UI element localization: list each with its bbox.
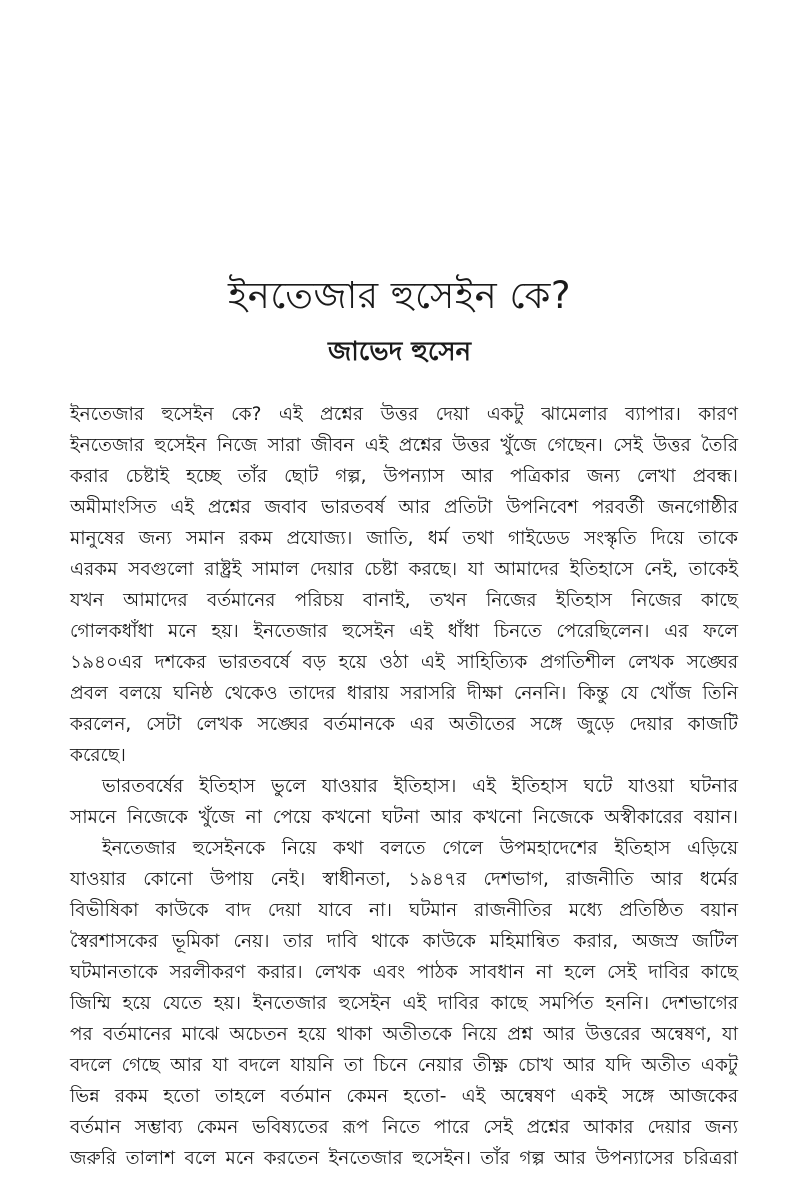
text-line: গোলকধাঁধা মনে হয়। ইনতেজার হুসেইন এই ধাঁধা চিনতে পেরেছিলেন। এর ফলে — [70, 621, 738, 642]
paragraph-2 — [70, 771, 738, 833]
text-line: এরকম সবগুলো রাষ্ট্রই সামাল দেয়ার চেষ্টা করছে। যা আমাদের ইতিহাসে নেই, তাকেই — [70, 559, 738, 580]
paragraph-1 — [70, 399, 738, 771]
text-line: বর্তমান সম্ভাব্য কেমন ভবিষ্যতের রূপ নিতে পারে সেই প্রশ্নের আকার দেয়ার জন্য — [70, 1117, 738, 1138]
text-line: করেছে। — [70, 745, 126, 766]
text-line: ইনতেজার হুসেইন কে? এই প্রশ্নের উত্তর দেয়া একটু ঝামেলার ব্যাপার। কারণ — [70, 404, 738, 425]
text-line: পর বর্তমানের মাঝে অচেতন হয়ে থাকা অতীতকে নিয়ে প্রশ্ন আর উত্তরের অন্বেষণ, যা — [70, 1024, 738, 1045]
text-line: ভিন্ন রকম হতো তাহলে বর্তমান কেমন হতো- এই অন্বেষণ একই সঙ্গে আজকের — [70, 1086, 738, 1107]
text-line: অমীমাংসিত এই প্রশ্নের জবাব ভারতবর্ষ আর প্রতিটা উপনিবেশ পরবর্তী জনগোষ্ঠীর — [70, 497, 738, 518]
text-line: মানুষের জন্য সমান রকম প্রযোজ্য। জাতি, ধর্ম তথা গাইডেড সংস্কৃতি দিয়ে তাকে — [70, 528, 738, 549]
text-line: ঘটমানতাকে সরলীকরণ করার। লেখক এবং পাঠক সাবধান না হলে সেই দাবির কাছে — [70, 962, 738, 983]
text-line: ইনতেজার হুসেইন নিজে সারা জীবন এই প্রশ্নের উত্তর খুঁজে গেছেন। সেই উত্তর তৈরি — [70, 435, 738, 456]
text-line: করার চেষ্টাই হচ্ছে তাঁর ছোট গল্প, উপন্যাস আর পত্রিকার জন্য লেখা প্রবন্ধ। — [70, 466, 738, 487]
article-title: ইনতেজার হুসেইন কে? — [228, 274, 571, 317]
text-line: সামনে নিজেকে খুঁজে না পেয়ে কখনো ঘটনা আর কখনো নিজেকে অস্বীকারের বয়ান। — [70, 807, 738, 828]
text-line: ইনতেজার হুসেইনকে নিয়ে কথা বলতে গেলে উপমহাদেশের ইতিহাস এড়িয়ে — [102, 838, 738, 859]
paragraph-3 — [70, 833, 738, 1174]
text-line: করলেন, সেটা লেখক সঙ্ঘের বর্তমানকে এর অতীতের সঙ্গে জুড়ে দেয়ার কাজটি — [70, 714, 738, 735]
text-line: বিভীষিকা কাউকে বাদ দেয়া যাবে না। ঘটমান রাজনীতির মধ্যে প্রতিষ্ঠিত বয়ান — [70, 900, 738, 921]
text-line: ভারতবর্ষের ইতিহাস ভুলে যাওয়ার ইতিহাস। এই ইতিহাস ঘটে যাওয়া ঘটনার — [102, 776, 738, 797]
article-body — [70, 399, 738, 1174]
text-line: প্রবল বলয়ে ঘনিষ্ঠ থেকেও তাদের ধারায় সরাসরি দীক্ষা নেননি। কিন্তু যে খোঁজ তিনি — [70, 683, 738, 704]
text-line: যখন আমাদের বর্তমানের পরিচয় বানাই, তখন নিজের ইতিহাস নিজের কাছে — [70, 590, 738, 611]
text-line: বদলে গেছে আর যা বদলে যায়নি তা চিনে নেয়ার তীক্ষ্ণ চোখ আর যদি অতীত একটু — [70, 1055, 738, 1076]
text-line: ১৯৪০এর দশকের ভারতবর্ষে বড় হয়ে ওঠা এই সাহিত্যিক প্রগতিশীল লেখক সঙ্ঘের — [70, 652, 738, 673]
text-line: জরুরি তালাশ বলে মনে করতেন ইনতেজার হুসেইন। তাঁর গল্প আর উপন্যাসের চরিত্ররা — [70, 1148, 738, 1169]
text-line: জিম্মি হয়ে যেতে হয়। ইনতেজার হুসেইন এই দাবির কাছে সমর্পিত হননি। দেশভাগের — [70, 993, 738, 1014]
text-line: স্বৈরশাসকের ভূমিকা নেয়। তার দাবি থাকে কাউকে মহিমান্বিত করার, অজস্র জটিল — [70, 931, 738, 952]
text-line: যাওয়ার কোনো উপায় নেই। স্বাধীনতা, ১৯৪৭র দেশভাগ, রাজনীতি আর ধর্মের — [70, 869, 738, 890]
author-name: জাভেদ হুসেন — [327, 337, 472, 367]
